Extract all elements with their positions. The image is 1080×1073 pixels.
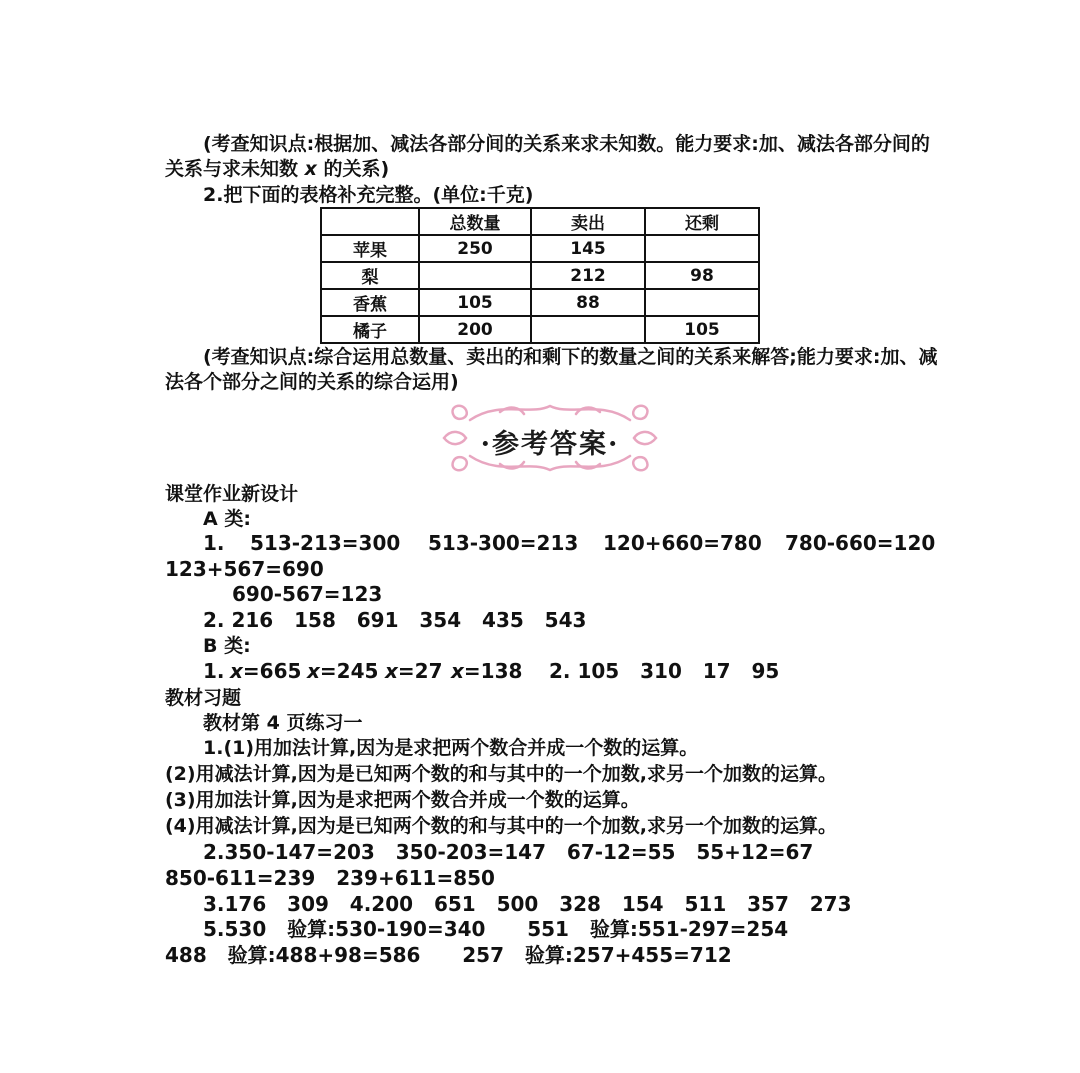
exercise-line: (4)用减法计算,因为是已知两个数的和与其中的一个加数,求另一个加数的运算。 — [165, 815, 838, 837]
answer-value: =245 — [319, 659, 379, 683]
section-title: 课堂作业新设计 — [165, 483, 299, 505]
table-cell: 橘子 — [321, 316, 419, 343]
table-cell — [531, 316, 645, 343]
exercise-line: 3.176 309 4.200 651 500 328 154 511 357 273 — [203, 892, 852, 916]
table-header-cell: 总数量 — [419, 208, 531, 235]
table-header-row — [321, 208, 759, 235]
exercise-line: 2.350-147=203 350-203=147 67-12=55 55+12=67 — [203, 840, 814, 864]
fruit-table — [320, 207, 760, 344]
exercise-line: 488 验算:488+98=586 257 验算:257+455=712 — [165, 943, 732, 967]
exercise-line: 850-611=239 239+611=850 — [165, 866, 495, 890]
a1-equation: 513-300=213 — [428, 531, 579, 555]
b1-answer — [385, 659, 443, 683]
table-cell: 88 — [531, 289, 645, 316]
exercise-line: (3)用加法计算,因为是求把两个数合并成一个数的运算。 — [165, 789, 640, 811]
variable-x: x — [385, 659, 398, 683]
table-cell: 250 — [419, 235, 531, 262]
table-row — [321, 262, 759, 289]
table-header-cell: 卖出 — [531, 208, 645, 235]
table-cell: 200 — [419, 316, 531, 343]
exercise-line: (2)用减法计算,因为是已知两个数的和与其中的一个加数,求另一个加数的运算。 — [165, 763, 838, 785]
table-cell: 香蕉 — [321, 289, 419, 316]
table-header-cell — [321, 208, 419, 235]
q1-note-line1: (考查知识点:根据加、减法各部分间的关系来求未知数。能力要求:加、减法各部分间的 — [203, 133, 930, 155]
table-cell: 105 — [419, 289, 531, 316]
a1-equation: 513-213=300 — [250, 531, 401, 555]
a1-equation: 780-660=120 — [785, 531, 936, 555]
table-row — [321, 289, 759, 316]
table-cell: 苹果 — [321, 235, 419, 262]
b1-answer — [307, 659, 378, 683]
q1-note-text-end: 的关系) — [316, 158, 390, 180]
b1-number: 1. — [203, 659, 225, 683]
a1-equation: 123+567=690 — [165, 557, 324, 581]
b2-answers: 2. 105 310 17 95 — [549, 659, 780, 683]
a1-equation: 120+660=780 — [603, 531, 762, 555]
exercise-line: 5.530 验算:530-190=340 551 验算:551-297=254 — [203, 917, 789, 941]
table-cell: 98 — [645, 262, 759, 289]
exercise-line: 1.(1)用加法计算,因为是求把两个数合并成一个数的运算。 — [203, 737, 699, 759]
table-cell — [645, 235, 759, 262]
q2-note-line1: (考查知识点:综合运用总数量、卖出的和剩下的数量之间的关系来解答;能力要求:加、减 — [203, 346, 938, 368]
table-cell: 105 — [645, 316, 759, 343]
b1-answer — [230, 659, 301, 683]
table-cell — [645, 289, 759, 316]
table-cell — [419, 262, 531, 289]
q2-note-line2: 法各个部分之间的关系的综合运用) — [165, 371, 459, 393]
q2-title: 2.把下面的表格补充完整。(单位:千克) — [203, 184, 534, 206]
section-title: 教材习题 — [165, 687, 242, 709]
table-row — [321, 316, 759, 343]
answer-value: =138 — [463, 659, 523, 683]
q1-note-line2 — [165, 157, 389, 181]
answer-value: =27 — [397, 659, 443, 683]
table-row — [321, 235, 759, 262]
category-a-label: A 类: — [203, 508, 251, 530]
a1-equation: 690-567=123 — [232, 582, 383, 606]
table-cell: 145 — [531, 235, 645, 262]
table-cell: 梨 — [321, 262, 419, 289]
answer-banner-title: ·参考答案· — [480, 429, 620, 460]
variable-x: x — [230, 659, 243, 683]
variable-x: x — [451, 659, 464, 683]
a1-number: 1. — [203, 531, 225, 555]
category-b-label: B 类: — [203, 635, 251, 657]
q1-note-text: 关系与求未知数 — [165, 158, 305, 180]
variable-x: x — [304, 158, 317, 180]
exercise-title: 教材第 4 页练习一 — [203, 712, 363, 734]
table-header-cell: 还剩 — [645, 208, 759, 235]
variable-x: x — [307, 659, 320, 683]
answer-value: =665 — [242, 659, 302, 683]
a2-answers: 2. 216 158 691 354 435 543 — [203, 608, 587, 632]
b1-answer — [451, 659, 522, 683]
table-cell: 212 — [531, 262, 645, 289]
